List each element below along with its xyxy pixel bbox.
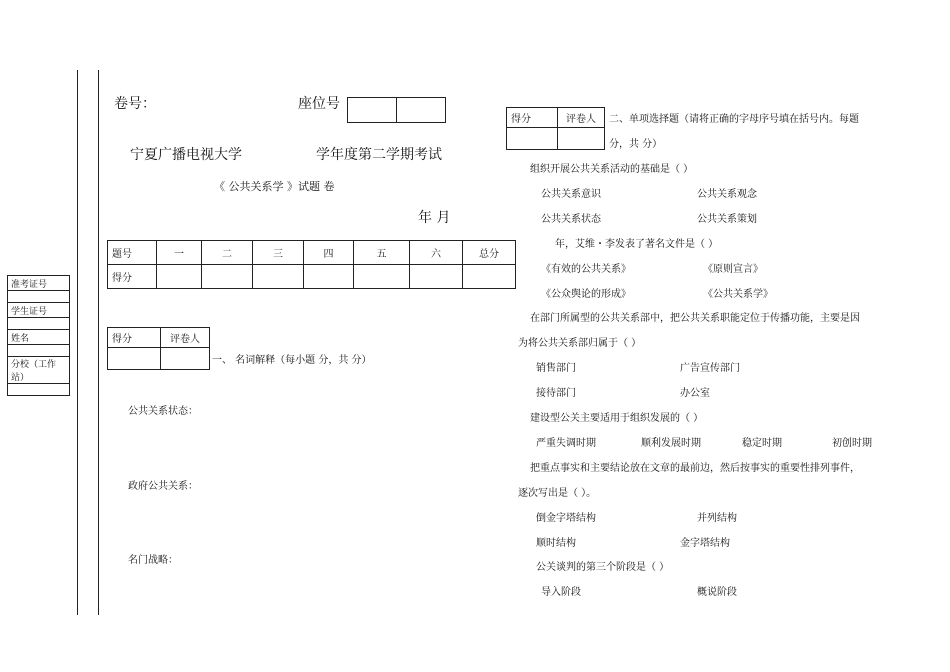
- option-a: 严重失调时期: [536, 438, 596, 449]
- side-field-blank: [8, 345, 70, 357]
- option-b: 顺利发展时期: [641, 438, 701, 449]
- seat-box-cell[interactable]: [348, 98, 397, 123]
- grader-score-cell[interactable]: [108, 348, 161, 370]
- score-cell[interactable]: [463, 265, 516, 289]
- option-c: 《公众舆论的形成》: [541, 289, 631, 300]
- question-stem: 组织开展公共关系活动的基础是（ ）: [530, 164, 694, 175]
- score-header-cell: 二: [202, 241, 253, 265]
- option-b: 《原则宣言》: [703, 264, 763, 275]
- score-header-cell: 五: [354, 241, 410, 265]
- score-cell[interactable]: [157, 265, 202, 289]
- option-d: 金字塔结构: [680, 538, 730, 549]
- margin-line-right: [98, 70, 99, 615]
- question-stem: 年，艾维・李发表了著名文件是（ ）: [555, 239, 719, 250]
- option-a: 导入阶段: [541, 587, 581, 598]
- option-c: 公共关系状态: [541, 214, 601, 225]
- side-field-name: 姓名: [8, 330, 70, 345]
- score-cell[interactable]: [202, 265, 253, 289]
- option-a: 销售部门: [536, 363, 576, 374]
- juanhao-label: 卷号：: [114, 96, 156, 112]
- grader-name-cell[interactable]: [558, 128, 605, 150]
- question-stem-cont: 为将公共关系部归属于（ ）: [518, 338, 642, 349]
- side-field-exam-number: 准考证号: [8, 276, 70, 291]
- grader-score-label: 得分: [507, 108, 558, 128]
- score-header-cell: 四: [304, 241, 354, 265]
- side-field-blank: [8, 291, 70, 303]
- score-header-cell: 三: [253, 241, 304, 265]
- question-stem: 在部门所属型的公共关系部中，把公共关系职能定位于传播功能，主要是因: [530, 313, 860, 324]
- score-header-cell: 总分: [463, 241, 516, 265]
- course-title: 《 公共关系学 》试题 卷: [214, 180, 335, 193]
- side-field-student-number: 学生证号: [8, 303, 70, 318]
- option-c: 接待部门: [536, 388, 576, 399]
- side-field-branch: 分校（工作站）: [8, 357, 70, 384]
- score-cell[interactable]: [253, 265, 304, 289]
- score-cell[interactable]: [354, 265, 410, 289]
- option-a: 《有效的公共关系》: [541, 264, 631, 275]
- option-c: 稳定时期: [742, 438, 782, 449]
- score-header-cell: 一: [157, 241, 202, 265]
- seat-number-box[interactable]: [347, 97, 446, 123]
- option-a: 公共关系意识: [541, 189, 601, 200]
- option-c: 顺时结构: [536, 538, 576, 549]
- option-a: 倒金字塔结构: [536, 513, 596, 524]
- term-question: 政府公共关系：: [128, 481, 198, 492]
- option-b: 并列结构: [697, 513, 737, 524]
- side-field-blank: [8, 384, 70, 396]
- question-stem: 公关谈判的第三个阶段是（ ）: [536, 562, 670, 573]
- question-stem-cont: 逐次写出是（ ）。: [518, 488, 597, 499]
- exam-term: 学年度第二学期考试: [316, 147, 442, 163]
- term-question: 公共关系状态：: [128, 406, 198, 417]
- option-b: 广告宣传部门: [680, 363, 740, 374]
- question-stem: 建设型公关主要适用于组织发展的（ ）: [530, 413, 704, 424]
- option-d: 初创时期: [832, 438, 872, 449]
- score-header-cell: 题号: [108, 241, 157, 265]
- university-name: 宁夏广播电视大学: [130, 147, 242, 163]
- option-d: 办公室: [680, 388, 710, 399]
- section1-grader-table: [107, 327, 210, 370]
- margin-line-left: [77, 70, 78, 615]
- zuoweihao-label: 座位号: [298, 96, 340, 112]
- score-row-label: 得分: [108, 265, 157, 289]
- option-b: 公共关系观念: [697, 189, 757, 200]
- grader-name-cell[interactable]: [161, 348, 210, 370]
- score-cell[interactable]: [304, 265, 354, 289]
- option-d: 公共关系策划: [697, 214, 757, 225]
- section2-grader-table: [506, 107, 605, 150]
- side-info-box: [7, 275, 70, 396]
- section2-title-line1: 二、单项选择题（请将正确的字母序号填在括号内。每题: [609, 114, 859, 125]
- side-field-blank: [8, 318, 70, 330]
- score-cell[interactable]: [410, 265, 463, 289]
- term-question: 名门战略：: [128, 555, 178, 566]
- question-stem: 把重点事实和主要结论放在文章的最前边，然后按事实的重要性排列事件，: [530, 463, 860, 474]
- score-table: [107, 240, 516, 289]
- grader-score-label: 得分: [108, 328, 161, 348]
- section1-title: 一、 名词解释（每小题 分，共 分）: [212, 355, 372, 366]
- option-d: 《公共关系学》: [703, 289, 773, 300]
- score-header-cell: 六: [410, 241, 463, 265]
- grader-name-label: 评卷人: [558, 108, 605, 128]
- section2-title-line2: 分，共 分）: [609, 139, 663, 150]
- option-b: 概说阶段: [697, 587, 737, 598]
- seat-box-cell[interactable]: [397, 98, 446, 123]
- exam-date: 年 月: [418, 210, 451, 226]
- grader-score-cell[interactable]: [507, 128, 558, 150]
- grader-name-label: 评卷人: [161, 328, 210, 348]
